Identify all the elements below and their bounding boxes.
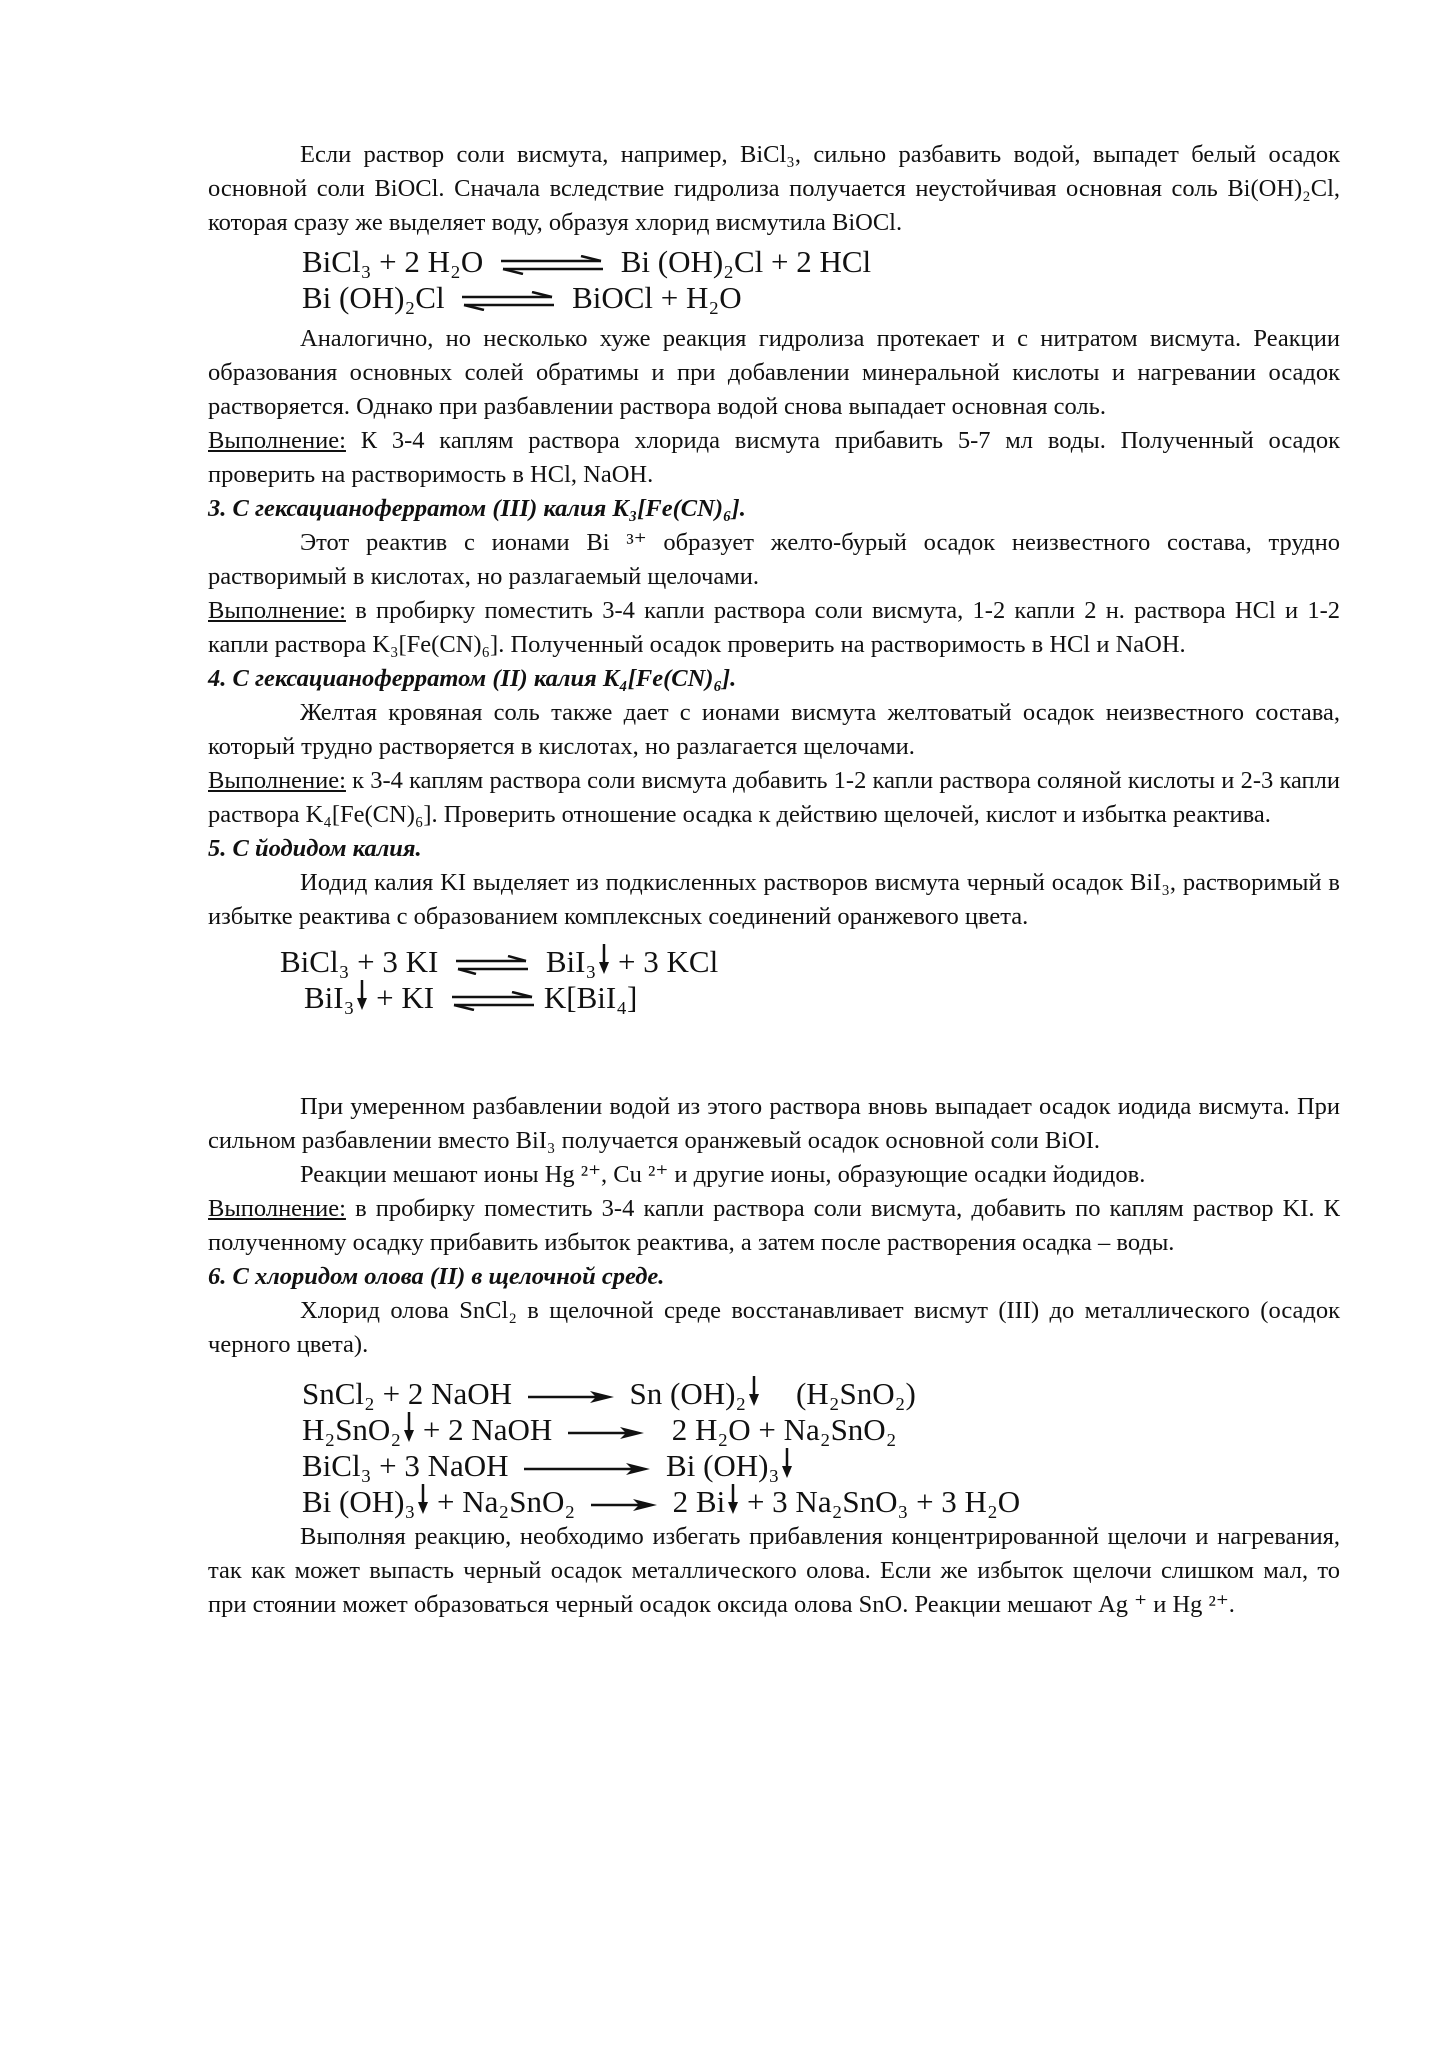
execution-paragraph (208, 424, 1340, 492)
equation-left: Bi (OH)₃ (302, 1484, 416, 1519)
reaction-arrow-icon (589, 1497, 659, 1513)
execution-paragraph (208, 764, 1340, 832)
equation-right: Bi (OH)₂Cl + 2 HCl (620, 244, 872, 279)
precipitate-arrow-icon (748, 1376, 760, 1406)
precipitate-arrow-icon (598, 944, 610, 974)
equation-line (302, 1376, 1340, 1412)
execution-paragraph (208, 1192, 1340, 1260)
execution-text: в пробирку поместить 3-4 капли раствора соли висмута, 1-2 капли 2 н. раствора HCl и 1-2 капли раствора K₃[Fe(CN)₆]. Полученный осадок проверить на растворимость в HCl и NaOH. (208, 597, 1340, 658)
equation-line (280, 944, 1340, 980)
paragraph: Хлорид олова SnCl₂ в щелочной среде восстанавливает висмут (III) до металлического (осадок черного цвета). (208, 1297, 1340, 1358)
equation-line (302, 1412, 1340, 1448)
equation-right: 2 H₂O + Na₂SnO₂ (671, 1412, 897, 1447)
execution-label: Выполнение: (208, 1195, 346, 1222)
equation-left: BiCl₃ + 3 KI (280, 944, 439, 979)
equation-right: K[BiI₄] (543, 980, 638, 1015)
equation-block-iodide (280, 944, 1340, 1016)
equilibrium-arrow-icon (452, 955, 532, 975)
equation-right: Bi (OH)₃ (666, 1448, 780, 1483)
equation-extra: (H₂SnO₂) (795, 1376, 916, 1411)
execution-text: К 3-4 каплям раствора хлорида висмута прибавить 5-7 мл воды. Полученный осадок проверить на растворимость в HCl, NaOH. (208, 427, 1340, 488)
precipitate-arrow-icon (781, 1448, 793, 1478)
paragraph: При умеренном разбавлении водой из этого раствора вновь выпадает осадок иодида висмута. При сильном разбавлении вместо BiI₃ получается оранжевый осадок основной соли BiOI. (208, 1093, 1340, 1154)
section-heading-4: 4. С гексацианоферратом (II) калия K₄[Fe(CN)₆]. (208, 665, 737, 692)
paragraph: Реакции мешают ионы Hg ²⁺, Cu ²⁺ и другие ионы, образующие осадки йодидов. (300, 1161, 1146, 1188)
equation-mid: + Na₂SnO₂ (437, 1484, 576, 1519)
equilibrium-arrow-icon (458, 291, 558, 311)
equation-line (302, 1484, 1340, 1520)
section-heading-3: 3. С гексацианоферратом (III) калия K₃[Fe(CN)₆]. (208, 495, 746, 522)
equation-line (304, 980, 1340, 1016)
text-column (208, 138, 1340, 1622)
precipitate-arrow-icon (403, 1412, 415, 1442)
equation-mid: + KI (376, 980, 435, 1015)
section-heading-6: 6. С хлоридом олова (II) в щелочной среде. (208, 1263, 665, 1290)
equation-left: BiI₃ (304, 980, 355, 1015)
equation-block-stannite (302, 1376, 1340, 1520)
equation-right: + 3 KCl (618, 944, 719, 979)
precipitate-arrow-icon (727, 1484, 739, 1514)
paragraph: Иодид калия KI выделяет из подкисленных растворов висмута черный осадок BiI₃, растворимый в избытке реактива с образованием комплексных соединений оранжевого цвета. (208, 869, 1340, 930)
equation-left: BiCl₃ + 3 NaOH (302, 1448, 509, 1483)
section-heading-5: 5. С йодидом калия. (208, 835, 422, 862)
reaction-arrow-icon (522, 1461, 652, 1477)
equation-left: H₂SnO₂ (302, 1412, 402, 1447)
equilibrium-arrow-icon (448, 991, 538, 1011)
reaction-arrow-icon (566, 1425, 646, 1441)
equation-left: BiCl₃ + 2 H₂O (302, 244, 484, 279)
paragraph: Аналогично, но несколько хуже реакция гидролиза протекает и с нитратом висмута. Реакции образования основных солей обратимы и при добавлении минеральной кислоты и нагревании осадок растворяется. Однако при разбавлении раствора водой снова выпадает основная соль. (208, 325, 1340, 420)
paragraph: Выполняя реакцию, необходимо избегать прибавления концентрированной щелочи и нагревания, так как может выпасть черный осадок металлического олова. Если же избыток щелочи слишком мал, то при стоянии может образоваться черный осадок оксида олова SnO. Реакции мешают Ag ⁺ и Hg ²⁺. (208, 1523, 1340, 1618)
equation-line (302, 244, 1340, 280)
equation-mid: + 2 NaOH (422, 1412, 553, 1447)
execution-text: в пробирку поместить 3-4 капли раствора соли висмута, добавить по каплям раствор KI. К полученному осадку прибавить избыток реактива, а затем после растворения осадка – воды. (208, 1195, 1340, 1256)
execution-paragraph (208, 594, 1340, 662)
equation-right: + 3 Na₂SnO₃ + 3 H₂O (746, 1484, 1021, 1519)
paragraph: Этот реактив с ионами Bi ³⁺ образует желто-бурый осадок неизвестного состава, трудно растворимый в кислотах, но разлагаемый щелочами. (208, 529, 1340, 590)
equation-product: BiI₃ (545, 944, 597, 979)
precipitate-arrow-icon (356, 980, 368, 1010)
execution-label: Выполнение: (208, 597, 346, 624)
paragraph: Если раствор соли висмута, например, BiCl₃, сильно разбавить водой, выпадет белый осадок основной соли BiOCl. Сначала вследствие гидролиза получается неустойчивая основная соль Bi(OH)₂Cl, которая сразу же выделяет воду, образуя хлорид висмутила BiOCl. (208, 141, 1340, 236)
execution-label: Выполнение: (208, 767, 346, 794)
equation-block-hydrolysis (302, 244, 1340, 316)
reaction-arrow-icon (526, 1389, 616, 1405)
precipitate-arrow-icon (417, 1484, 429, 1514)
execution-text: к 3-4 каплям раствора соли висмута добавить 1-2 капли раствора соляной кислоты и 2-3 капли раствора K₄[Fe(CN)₆]. Проверить отношение осадка к действию щелочей, кислот и избытка реактива. (208, 767, 1340, 828)
equation-left: Bi (OH)₂Cl (302, 280, 445, 315)
equation-right: BiOCl + H₂O (572, 280, 742, 315)
equation-right: Sn (OH)₂ (629, 1376, 747, 1411)
equation-left: SnCl₂ + 2 NaOH (302, 1376, 512, 1411)
execution-label: Выполнение: (208, 427, 346, 454)
spacer (208, 1016, 1340, 1090)
equation-line (302, 280, 1340, 316)
equation-line (302, 1448, 1340, 1484)
equation-right: 2 Bi (672, 1484, 726, 1519)
equilibrium-arrow-icon (497, 255, 607, 275)
paragraph: Желтая кровяная соль также дает с ионами висмута желтоватый осадок неизвестного состава, который трудно растворяется в кислотах, но разлагается щелочами. (208, 699, 1340, 760)
